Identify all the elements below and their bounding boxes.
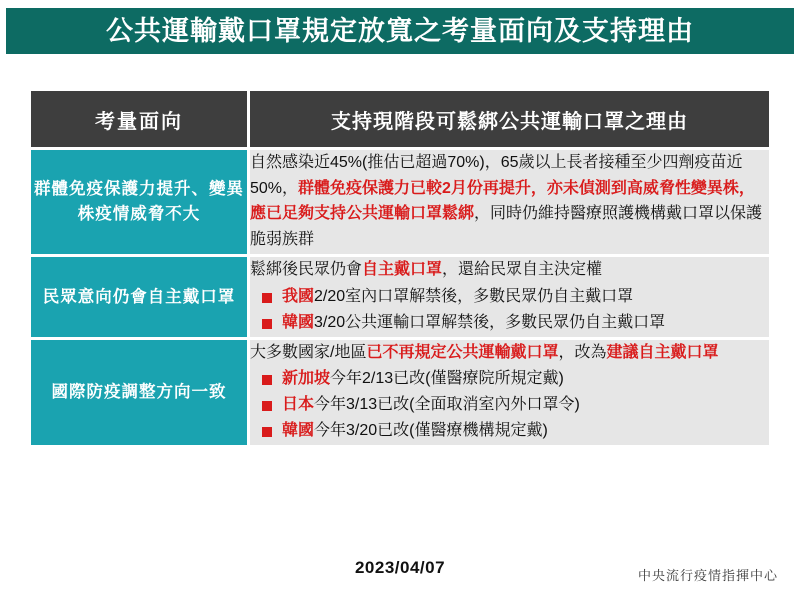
row-reason-content [250,257,769,336]
column-header-reason: 支持現階段可鬆綁公共運輸口罩之理由 [250,91,769,147]
list-item-text [282,288,633,305]
highlighted-text: 群體免疫保護力已較2月份再提升，亦未偵測到高威脅性變異株，應已足夠支持公共運輸口罩鬆綁 [250,179,755,223]
body-text: 鬆綁後民眾仍會 [250,261,363,279]
column-header-aspect: 考量面向 [31,91,247,147]
list-item-text [282,370,564,387]
table-body [31,150,769,445]
square-bullet-icon [262,427,272,437]
highlighted-text: 韓國 [282,421,315,439]
row-aspect-label: 民眾意向仍會自主戴口罩 [31,257,247,336]
highlighted-text: 日本 [282,395,315,413]
square-bullet-icon [262,319,272,329]
list-item [262,367,769,392]
row-aspect-label: 群體免疫保護力提升、變異株疫情威脅不大 [31,150,247,254]
highlighted-text: 韓國 [282,313,315,331]
highlighted-text: 建議自主戴口罩 [606,343,719,361]
list-item [262,419,769,444]
row-aspect-label: 國際防疫調整方向一致 [31,340,247,445]
body-text: 今年3/13已改(全面取消室內外口罩令) [314,395,580,413]
highlighted-text: 已不再規定公共運輸戴口罩 [366,343,559,361]
page-title: 公共運輸戴口罩規定放寬之考量面向及支持理由 [106,15,694,46]
reason-bullet-list [250,285,769,336]
body-text: 自然感染近45%(推估已超過70%)，65歲以上長者接種至少四劑疫苗近50%， [250,154,743,197]
reason-paragraph [250,257,769,283]
square-bullet-icon [262,401,272,411]
body-text: 大多數國家/地區 [250,343,367,361]
body-text: 今年3/20已改(僅醫療機構規定戴) [314,421,548,439]
body-text: ，同時仍維持醫療照護機構戴口罩以保護脆弱族群 [250,205,763,248]
list-item [262,285,769,310]
slide-date: 2023/04/07 [354,558,446,577]
row-reason-content [250,340,769,445]
issuing-agency: 中央流行疫情指揮中心 [637,568,778,583]
body-text: ，還給民眾自主決定權 [442,261,603,279]
square-bullet-icon [262,375,272,385]
list-item-text [282,314,665,331]
table-row [31,257,769,336]
highlighted-text: 自主戴口罩 [362,261,443,279]
table-header [31,91,769,147]
table-row [31,340,769,445]
row-reason-content [250,150,769,254]
table-row [31,150,769,254]
list-item [262,393,769,418]
body-text: ，改為 [558,343,607,361]
body-text: 今年2/13已改(僅醫療院所規定戴) [330,370,564,388]
reason-bullet-list [250,367,769,443]
list-item [262,311,769,336]
body-text: 2/20室內口罩解禁後，多數民眾仍自主戴口罩 [314,287,634,305]
reason-paragraph [250,150,769,252]
body-text: 3/20公共運輸口罩解禁後，多數民眾仍自主戴口罩 [314,313,666,331]
slide-title-bar [6,8,794,54]
square-bullet-icon [262,293,272,303]
highlighted-text: 我國 [282,287,315,305]
list-item-text [282,396,580,413]
highlighted-text: 新加坡 [282,370,331,388]
list-item-text [282,422,548,439]
reason-paragraph [250,340,769,366]
aspects-table [28,88,772,448]
table-header-row [31,91,769,147]
